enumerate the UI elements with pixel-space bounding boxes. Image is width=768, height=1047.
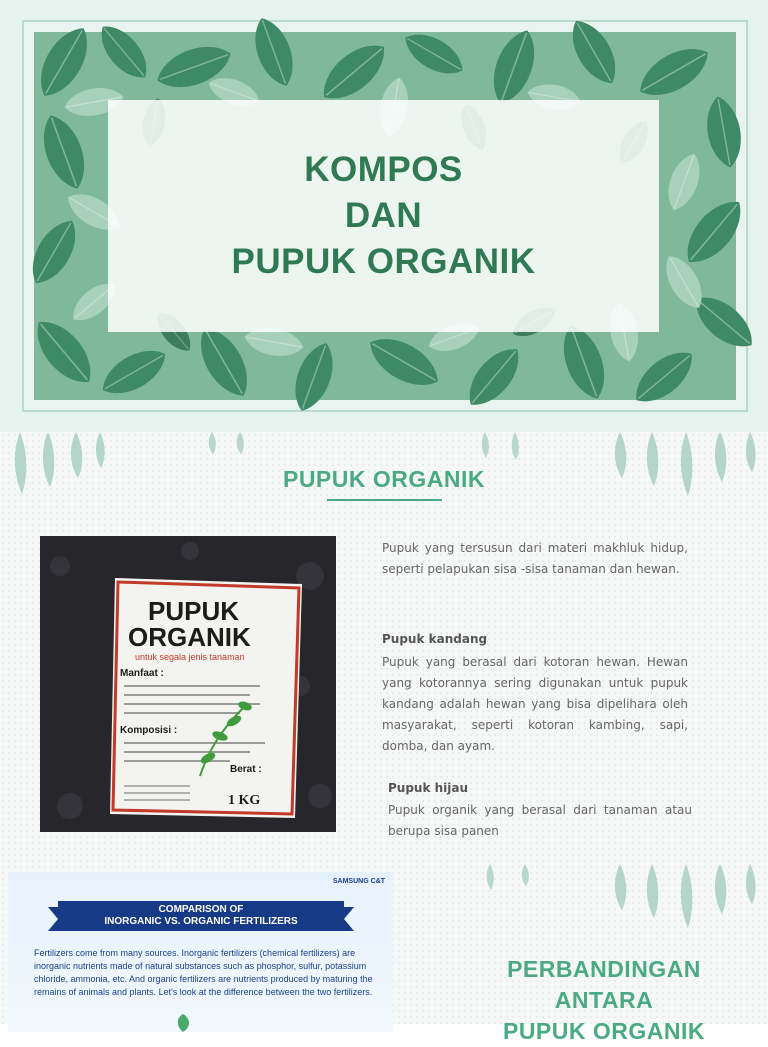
section-title-line-1: PERBANDINGAN — [507, 956, 701, 982]
bag-title-line-1: PUPUK — [148, 596, 240, 626]
infographic-description: Fertilizers come from many sources. Inorganic fertilizers (chemical fertilizers) are inorganic nutrients made of natural substances such as phosphor, sulfur, potassium chloride, ammonia, etc. And organic fertilizers are nutrients produced by maturing the remains of animals and plants. Let's look at the difference between the two fertilizers. — [34, 948, 373, 997]
leaf-icon — [168, 1012, 198, 1032]
title-line-2: DAN — [344, 196, 423, 235]
pupuk-kandang-text: Pupuk yang berasal dari kotoran hewan. Hewan yang kotorannya sering digunakan untuk pupuk kandang adalah hewan yang bisa dipelihara oleh masyarakat, seperti kotoran kambing, sapi, domba, dan ayam. — [382, 655, 688, 753]
title-line-3: PUPUK ORGANIK — [231, 242, 536, 281]
title-line-1: KOMPOS — [304, 150, 463, 189]
pupuk-hijau-title: Pupuk hijau — [388, 781, 469, 795]
section-heading: PUPUK ORGANIK — [282, 466, 485, 492]
leaf-decoration-small — [200, 432, 260, 462]
pupuk-kandang-title: Pupuk kandang — [382, 632, 488, 646]
title-panel — [108, 100, 659, 332]
section-title-line-2: ANTARA — [554, 987, 654, 1013]
heading-underline — [327, 499, 442, 501]
bag-subtitle: untuk segala jenis tanaman — [135, 652, 245, 662]
perbandingan-slide — [0, 864, 768, 1044]
pupuk-hijau-text: Pupuk organik yang berasal dari tanaman atau berupa sisa panen — [388, 803, 692, 838]
pupuk-organik-definition: Pupuk yang tersusun dari materi makhluk hidup, seperti pelapukan sisa -sisa tanaman dan hewan. — [382, 541, 688, 576]
banner-line-1: COMPARISON OF — [158, 904, 244, 915]
bag-manfaat-label: Manfaat : — [120, 668, 164, 679]
leaf-decoration-right — [600, 864, 768, 944]
section-title — [470, 954, 738, 1047]
leaf-decoration-mid — [470, 864, 560, 904]
bag-berat-label: Berat : — [230, 764, 262, 775]
section-title-line-3: PUPUK ORGANIK — [502, 1018, 705, 1044]
banner-tail-left — [48, 907, 58, 931]
bag-weight: 1 KG — [228, 793, 261, 808]
title-slide — [0, 0, 768, 432]
infographic-banner — [58, 901, 344, 931]
pupuk-organik-slide — [0, 432, 768, 864]
banner-tail-right — [344, 907, 354, 931]
bag-title-line-2: ORGANIK — [128, 622, 251, 652]
banner-line-2: INORGANIC VS. ORGANIC FERTILIZERS — [104, 916, 298, 927]
comparison-infographic — [8, 872, 393, 1032]
fertilizer-bag-photo — [40, 536, 336, 832]
bag-komposisi-label: Komposisi : — [120, 725, 178, 736]
brand-label: SAMSUNG C&T — [332, 878, 385, 885]
